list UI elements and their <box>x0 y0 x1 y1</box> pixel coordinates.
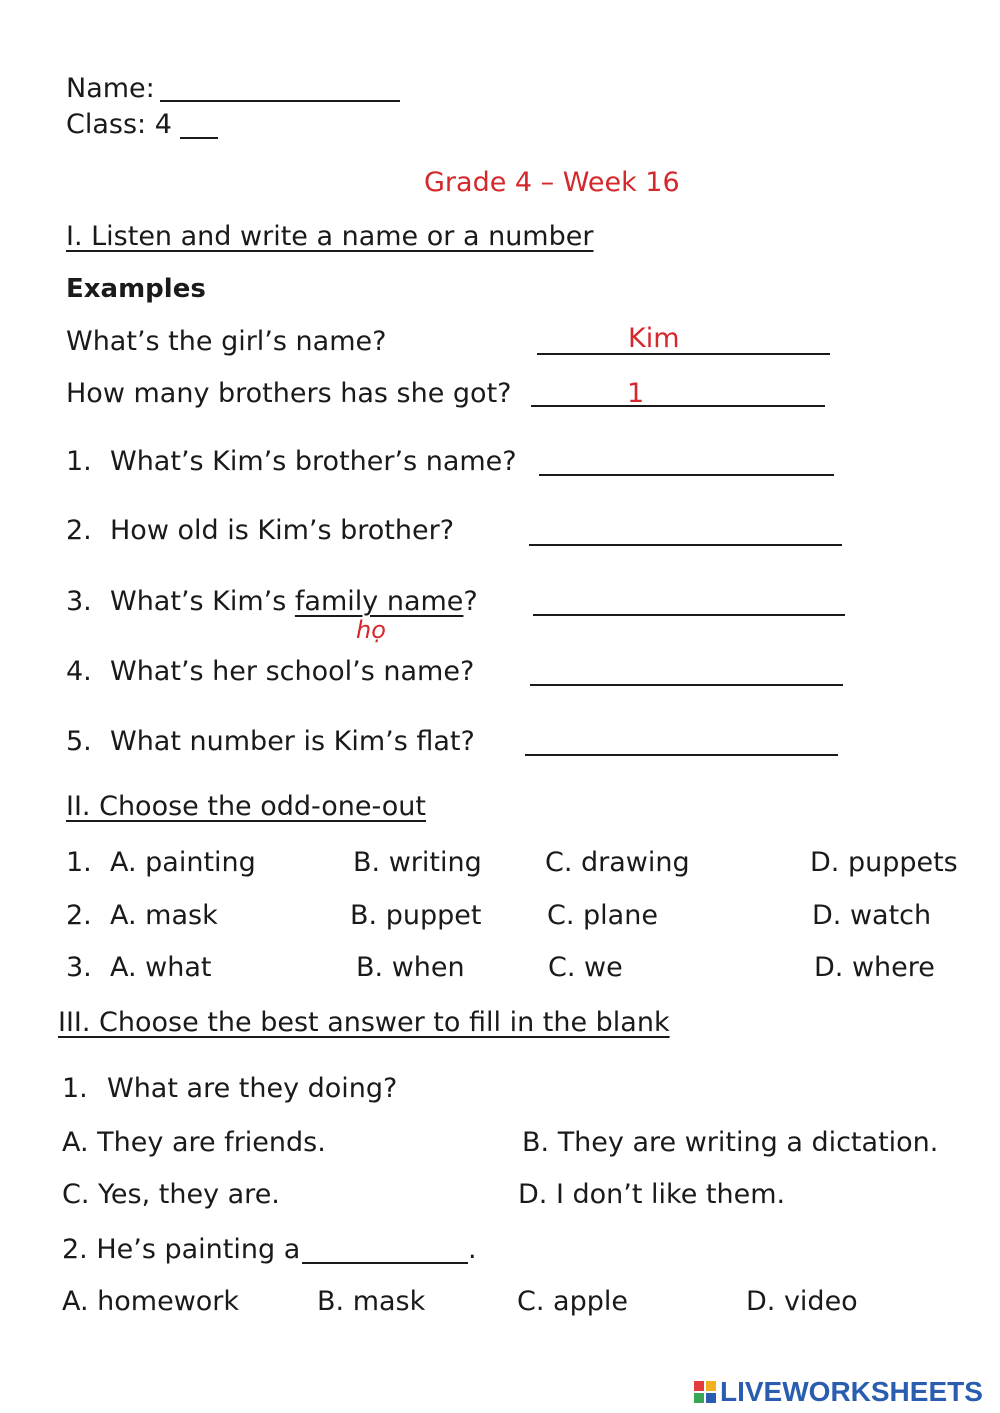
section-3-heading: III. Choose the best answer to fill in the blank <box>58 1007 670 1038</box>
logo-square <box>694 1381 704 1391</box>
translation-note: họ <box>356 616 386 644</box>
q2-end: . <box>468 1234 477 1265</box>
answer-blank-5[interactable] <box>525 754 838 756</box>
option-b[interactable]: B. when <box>356 952 465 983</box>
liveworksheets-logo[interactable] <box>694 1376 983 1408</box>
option-d[interactable]: D. puppets <box>810 847 958 878</box>
question-num: 5. <box>66 726 92 757</box>
option-c[interactable]: C. plane <box>547 900 658 931</box>
option-b[interactable]: B. writing <box>353 847 482 878</box>
worksheet-title: Grade 4 – Week 16 <box>424 167 680 198</box>
q1-option-b[interactable]: B. They are writing a dictation. <box>522 1127 939 1158</box>
q2-option-d[interactable]: D. video <box>746 1286 858 1317</box>
example-answer-line-2 <box>531 405 825 407</box>
question-num: 2. <box>66 515 92 546</box>
question-text: What’s Kim’s brother’s name? <box>110 446 517 477</box>
answer-blank-4[interactable] <box>530 684 843 686</box>
question-text-before: What’s Kim’s <box>110 586 295 617</box>
q2-option-c[interactable]: C. apple <box>517 1286 628 1317</box>
question-num: 4. <box>66 656 92 687</box>
name-label: Name: <box>66 73 155 104</box>
q1-option-c[interactable]: C. Yes, they are. <box>62 1179 280 1210</box>
option-b[interactable]: B. puppet <box>350 900 482 931</box>
question-text-after: ? <box>463 586 478 617</box>
option-a[interactable]: A. mask <box>110 900 218 931</box>
option-d[interactable]: D. where <box>814 952 935 983</box>
section-1-heading: I. Listen and write a name or a number <box>66 221 594 252</box>
answer-blank-1[interactable] <box>539 474 834 476</box>
q2-blank[interactable] <box>302 1262 468 1264</box>
odd-row-num: 2. <box>66 900 92 931</box>
example-question-2: How many brothers has she got? <box>66 378 512 409</box>
question-text: What number is Kim’s flat? <box>110 726 475 757</box>
logo-square <box>706 1381 716 1391</box>
question-text <box>110 585 478 619</box>
q1-text: What are they doing? <box>107 1073 398 1104</box>
example-answer-1: Kim <box>628 323 680 354</box>
logo-square <box>706 1393 716 1403</box>
q2-option-b[interactable]: B. mask <box>317 1286 426 1317</box>
q1-option-a[interactable]: A. They are friends. <box>62 1127 326 1158</box>
answer-blank-3[interactable] <box>533 614 845 616</box>
option-c[interactable]: C. we <box>548 952 623 983</box>
class-blank[interactable] <box>180 137 218 139</box>
odd-row-num: 1. <box>66 847 92 878</box>
q1-num: 1. <box>62 1073 88 1104</box>
question-text: What’s her school’s name? <box>110 656 475 687</box>
question-num: 3. <box>66 586 92 617</box>
examples-label: Examples <box>66 274 206 304</box>
q1-option-d[interactable]: D. I don’t like them. <box>518 1179 786 1210</box>
q2-option-a[interactable]: A. homework <box>62 1286 240 1317</box>
q2-text: 2. He’s painting a <box>62 1234 301 1265</box>
name-blank[interactable] <box>160 100 400 102</box>
option-c[interactable]: C. drawing <box>545 847 690 878</box>
example-answer-line-1 <box>537 353 830 355</box>
odd-row-num: 3. <box>66 952 92 983</box>
logo-text: LIVEWORKSHEETS <box>720 1376 983 1407</box>
example-question-1: What’s the girl’s name? <box>66 326 387 357</box>
logo-square <box>694 1393 704 1403</box>
question-num: 1. <box>66 446 92 477</box>
logo-mark-icon <box>694 1381 716 1403</box>
section-2-heading: II. Choose the odd-one-out <box>66 791 426 822</box>
question-text: How old is Kim’s brother? <box>110 515 455 546</box>
option-a[interactable]: A. what <box>110 952 212 983</box>
class-label: Class: 4 <box>66 109 172 140</box>
family-name-underlined: family name <box>294 586 464 617</box>
option-d[interactable]: D. watch <box>812 900 932 931</box>
option-a[interactable]: A. painting <box>110 847 256 878</box>
example-answer-2: 1 <box>627 378 645 409</box>
answer-blank-2[interactable] <box>529 544 842 546</box>
